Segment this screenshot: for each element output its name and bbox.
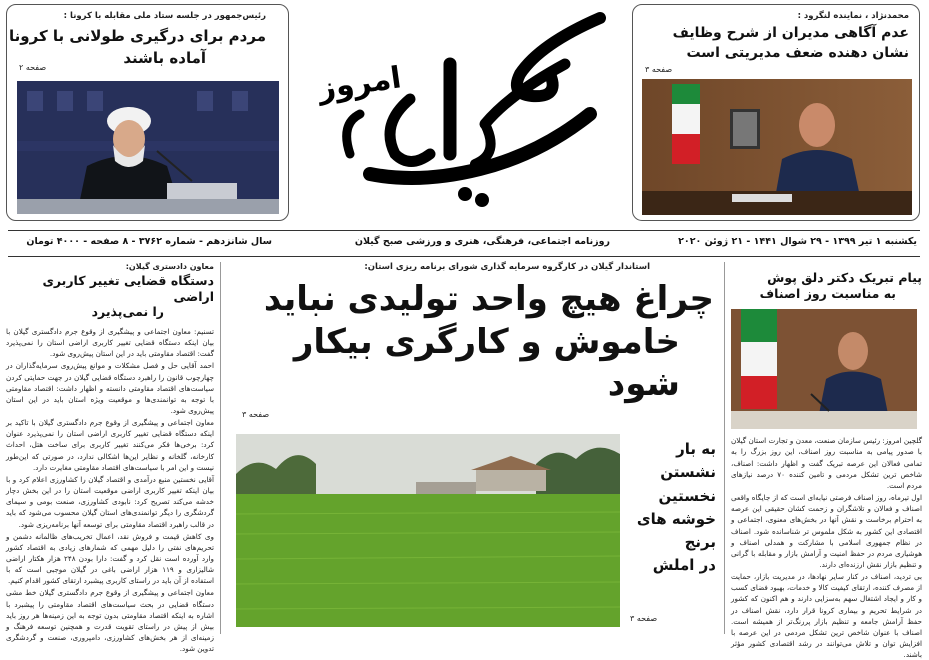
- info-bar-price: ۴۰۰۰ تومان: [26, 236, 80, 247]
- left-column-paragraph: وی کاهش قیمت و فروش نقد، اعمال تخریب‌های ظالمانه دشمن و تحریم‌های نفتی را دلیل مهمی که شمار‌های زیادی به اقتصاد کشور وارد آورده است نقل کرد و گفت: دارا بودن ۲۴۸ هزار هکتار اراضی شالیزاری و ۱۱۹ هزار اراضی باغی در گیلان موجبی است که با استفاده از آن باید در راستای کاربری پیشبرد ارتقای کشور اقدام کنیم.: [6, 531, 214, 586]
- masthead-logo-graphic: [300, 4, 625, 226]
- top-right-page-ref: صفحه ۳: [645, 65, 673, 74]
- left-column-paragraph: تسنیم: معاون اجتماعی و پیشگیری از وقوع جرم دادگستری گیلان با بیان اینکه دستگاه قضایی تغییر کاربری اراضی استان را نمی‌پذیرد گفت: اقتصاد مقاومتی باید در این استان پیش‌روی شود.: [6, 326, 214, 359]
- right-column-article: [724, 262, 922, 660]
- rice-photo-page-ref: صفحه ۳: [630, 614, 658, 623]
- rice-caption-line: برنج: [684, 533, 716, 551]
- center-page-ref: صفحه ۳: [242, 410, 270, 419]
- rice-caption-line: نخستین: [658, 486, 716, 505]
- center-main-story: [228, 262, 720, 634]
- center-headline-line2: خاموش و کارگری بیکار شود: [293, 321, 680, 404]
- right-column-paragraph: گلچین امروز: رئیس سازمان صنعت، معدن و تجارت استان گیلان با صدور پیامی به مناسبت روز اصناف، این روز بزرگ را به تمامی فعالان این عرصه تبریک گفت و اظهار داشت: اصناف، شاخص ترین تشکل مردمی و تامین کننده ۷۰ درصد نیازهای مردم است.: [731, 436, 922, 490]
- top-left-headline-line2: آماده باشند: [123, 49, 206, 67]
- info-bar-top-rule: [8, 230, 920, 231]
- info-bar-issue: [12, 236, 272, 247]
- left-column-headline-line1: دستگاه قضایی تغییر کاربری اراضی: [42, 273, 214, 304]
- left-column-kicker: معاون دادستری گیلان:: [125, 262, 214, 271]
- right-column-paragraph: اول تیرماه، روز اصناف فرصتی نیابه‌ای است که از جایگاه واقعی اصناف و فعالان و تلاشگران و زحمت کشان حقیقی این عرصه به احترام برخاست و نقش آنها در بخش‌های معنوی، اجتماعی و اقتصادی این کشور به شکل ملموس تر شناسانده شود. اصناف در نظام جمهوری اسلامی با مشارکت و همدلی اصناف و هوشیاری مردم در حفظ امنیت و آرامش بازار و مقابله با گرانی و تنظیم بازار نقش ارزنده‌ای دارند.: [731, 493, 922, 569]
- info-bar-description: روزنامه اجتماعی، فرهنگی، هنری و ورزشی صبح گیلان: [354, 236, 610, 247]
- right-column-body: [731, 435, 922, 660]
- top-right-news-box: [632, 4, 920, 221]
- right-column-paragraph: بی تردید، اصناف در کنار سایر نهادها، در مدیریت بازار، حمایت از مصرف کننده، ارتقای کیفیت کالا و خدمات، بهبود فضای کسب و کار و ایجاد اشتغال سهم به‌سزایی دارند و هم اکنون که کشور در شرایط تحریم و بیماری کرونا قرار دارد، نقش اصناف در حفظ آرامش جامعه و تنظیم بازار پررنگ‌تر از همیشه است. اصناف با عنوان شاخص ترین تشکل مردمی در این عرصه با افزایش توان و تلاش می‌توانند در رشد اقتصادی کشور مؤثر باشند.: [731, 572, 922, 660]
- left-column-headline-line2: را نمی‌پذیرد: [91, 304, 164, 320]
- official-photo-illustration: [731, 309, 917, 429]
- rice-caption-line: به بار: [676, 440, 716, 458]
- mp-photo: [642, 79, 912, 215]
- left-column-paragraph: احمد آقایی حل و فصل مشکلات و موانع پیش‌روی سرمایه‌گذاران در چهارچوب قانون را راهبرد دستگاه قضایی گیلان در جهت حمایتی کردن سیاست‌های اقتصاد مقاومتی دانسته و اظهار داشت: اقتصاد مقاومتی با توجه به توانمندی‌ها و موقعیت ویژه استان باید در این استان پیش‌روی شود.: [6, 361, 214, 415]
- mp-photo-illustration: [642, 79, 912, 215]
- center-headline-line1: چراغ هیچ واحد تولیدی نباید: [263, 279, 714, 319]
- top-right-headline-line2: نشان دهنده ضعف مدیریتی است: [686, 45, 909, 61]
- masthead-logo-small-word: امروز: [315, 60, 404, 107]
- info-bar-bottom-rule: [8, 256, 920, 257]
- president-photo-illustration: [17, 81, 279, 214]
- left-column-paragraph: معاون اجتماعی و پیشگیری از وقوع جرم دادگستری گیلان خط مشی دستگاه قضایی در بحث سیاست‌های اقتصاد مقاومتی را پیشبرد با اشاره به اینکه اقتصاد مقاومتی بدون توجه به این زمینه‌ها هر روز باید بیش از پیش در راستای تقویت قدرت و همچنین توسعه فرهنگ و زمینه‌ای از هر بخش‌های کشاورزی، دامپروری، صنعت و گردشگری تدوین شود.: [6, 588, 214, 654]
- center-kicker: استاندار گیلان در کارگروه سرمایه گذاری شورای برنامه ریزی استان:: [364, 262, 650, 272]
- left-column-article: [6, 262, 221, 654]
- info-bar-date: یکشنبه ۱ تیر ۱۳۹۹ - ۲۹ شوال ۱۴۴۱ - ۲۱ ژوئن ۲۰۲۰: [678, 236, 917, 247]
- info-bar-issue-text: سال شانزدهم - شماره ۳۷۶۲ - ۸ صفحه -: [83, 236, 272, 247]
- rice-caption-line: نشستن: [660, 463, 716, 482]
- top-left-page-ref: صفحه ۲: [19, 63, 47, 72]
- top-left-news-box: [6, 4, 289, 221]
- masthead-logo-main-word: گیلان: [490, 192, 519, 205]
- rice-caption-line: خوشه های: [636, 509, 716, 528]
- president-photo: [17, 81, 279, 214]
- top-left-kicker: رئیس‌جمهور در جلسه ستاد ملی مقابله با کرونا :: [63, 11, 266, 21]
- rice-field-illustration: [236, 434, 620, 627]
- top-right-headline-line1: عدم آگاهی مدیران از شرح وظایف: [672, 25, 909, 41]
- masthead-logo: [300, 4, 625, 226]
- right-column-headline-line2: به مناسبت روز اصناف: [759, 285, 896, 301]
- rice-caption-line: در املش: [652, 556, 716, 575]
- left-column-paragraph: آقایی نخستین منبع درآمدی و اقتصاد گیلان را کشاورزی اعلام کرد و با بیان اینکه تغییر کاربری اراضی موقعیت استان را در این بخش دچار خدشه می‌کند تصریح کرد: نابودی کشاورزی، صنعت بومی و سیمای گردشگری را دیگر توانمندی‌های استان گیلان محسوب می‌شود که باید در قالب راهبرد اقتصاد مقاومتی برای توسعه آنها برنامه‌ریزی شود.: [6, 474, 214, 529]
- rice-photo-caption: [626, 438, 716, 578]
- right-column-headline-line1: پیام تبریک دکتر دلق پوش: [767, 270, 922, 285]
- rice-field-photo: [236, 434, 620, 627]
- left-column-body: [6, 326, 214, 655]
- left-column-paragraph: معاون اجتماعی و پیشگیری از وقوع جرم دادگستری گیلان با تاکید بر اینکه دستگاه قضایی تغییر کاربری اراضی استان را نمی‌پذیرد عنوان کرد: برخی‌ها فکر می‌کنند تغییر کاربری برای ساخت هتل، احداث کارخانه، گلخانه و نظایر این‌ها اشکالی ندارد، در صورتی که این‌طور نیست و این امر با سیاست‌های اقتصاد مقاومتی مغایرت دارد.: [6, 418, 214, 472]
- official-photo: [731, 309, 917, 429]
- top-left-headline-line1: مردم برای درگیری طولانی با کرونا: [9, 27, 266, 45]
- top-right-kicker: محمدنژاد ، نماینده لنگرود :: [797, 11, 909, 21]
